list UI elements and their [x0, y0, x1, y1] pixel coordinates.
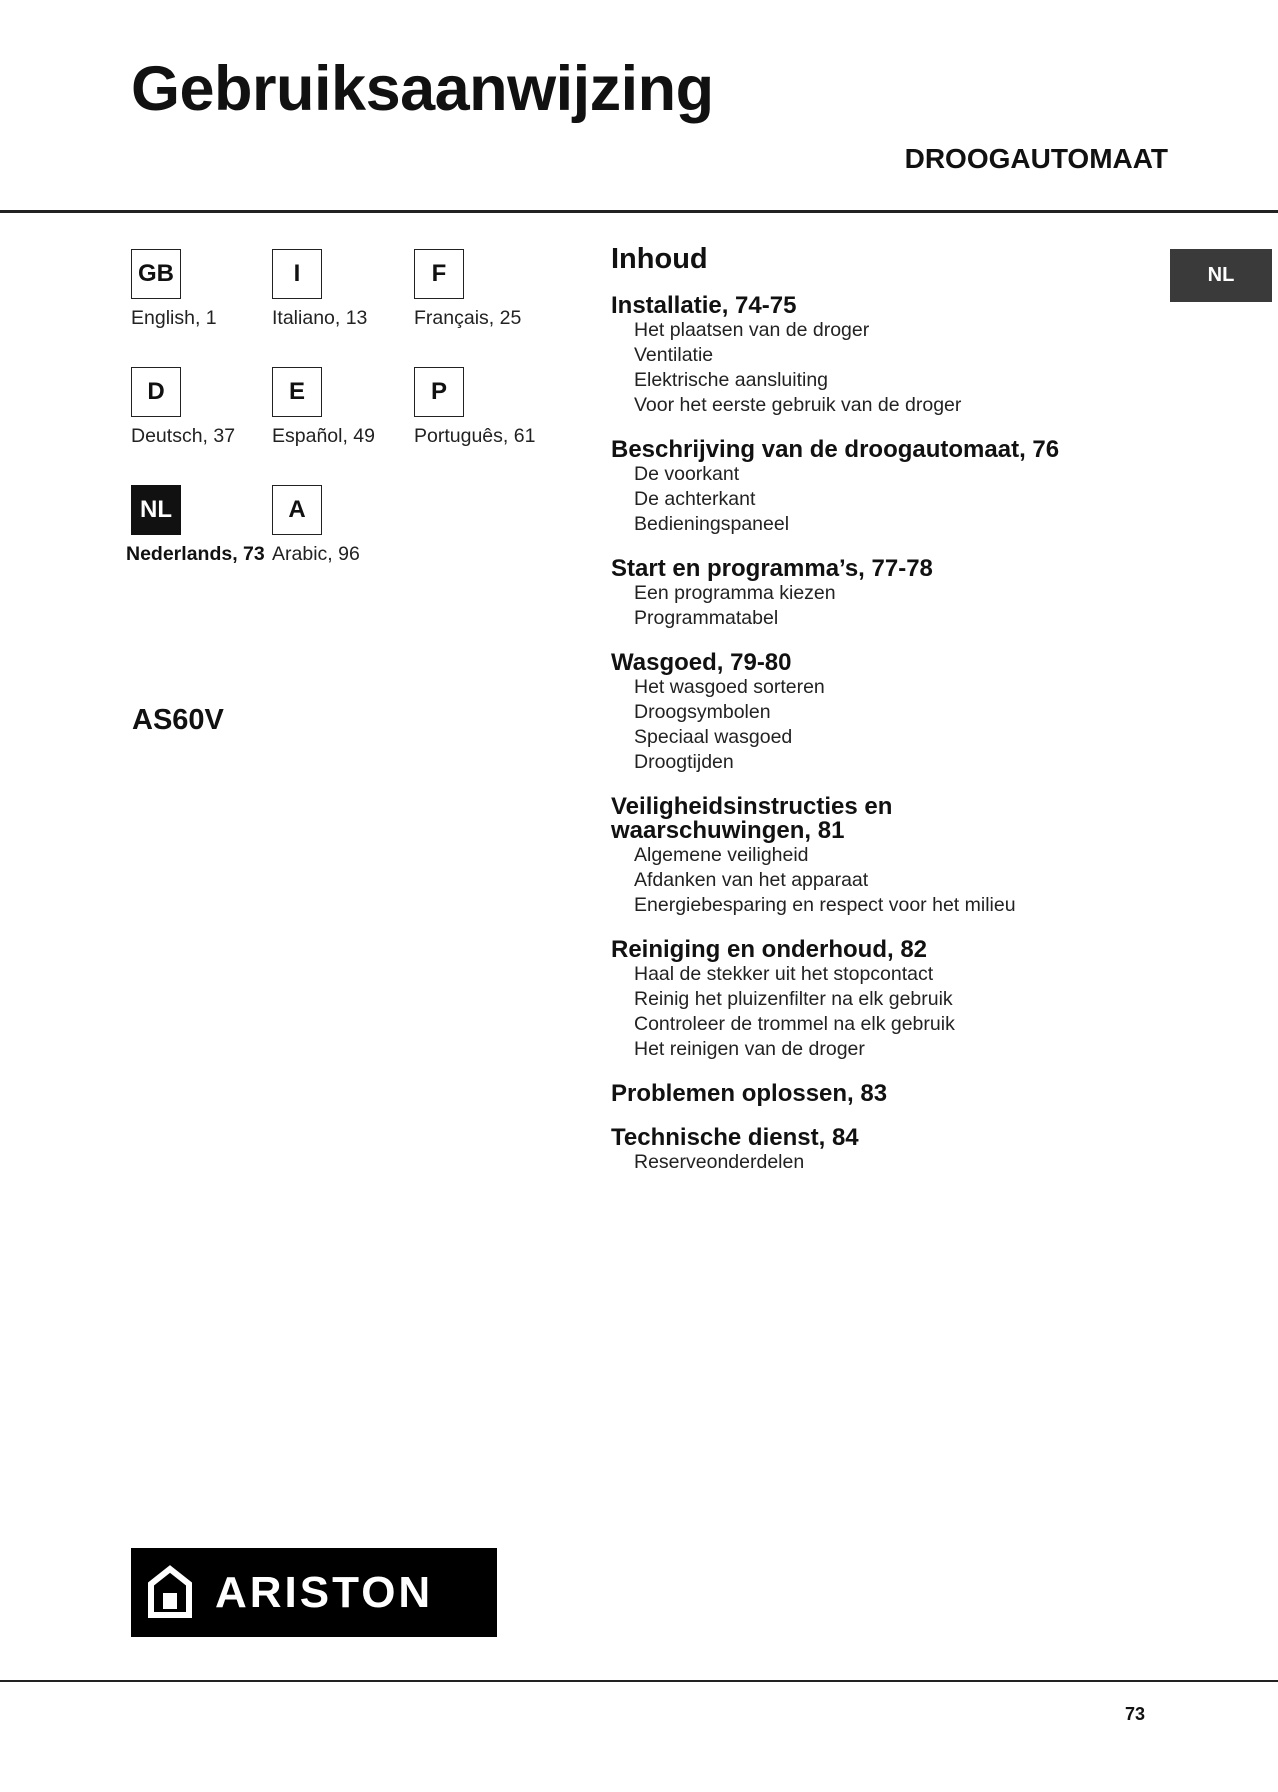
toc-item[interactable]: Energiebesparing en respect voor het milieu: [634, 893, 1016, 916]
language-code-box: A: [272, 485, 322, 535]
toc-item[interactable]: Controleer de trommel na elk gebruik: [634, 1012, 955, 1035]
language-deutsch[interactable]: [131, 367, 271, 448]
language-arabic[interactable]: [272, 485, 412, 566]
toc-section-wasgoed: [611, 648, 1131, 775]
toc-item[interactable]: Een programma kiezen: [634, 581, 836, 604]
product-type: DROOGAUTOMAAT: [904, 143, 1168, 174]
toc-section-title[interactable]: Technische dienst, 84: [611, 1123, 859, 1151]
toc-item[interactable]: Het wasgoed sorteren: [634, 675, 825, 698]
ariston-logo: [131, 1548, 497, 1637]
toc-heading: Inhoud: [611, 243, 708, 275]
toc-section-start: [611, 554, 1131, 631]
language-code-box: D: [131, 367, 181, 417]
toc-item[interactable]: Reserveonderdelen: [634, 1150, 805, 1173]
language-label: Español, 49: [272, 425, 375, 447]
toc-item[interactable]: Voor het eerste gebruik van de droger: [634, 393, 962, 416]
language-english[interactable]: [131, 249, 271, 330]
toc-item[interactable]: Programmatabel: [634, 606, 779, 629]
language-side-tab: NL: [1170, 249, 1272, 302]
language-label: Français, 25: [414, 307, 522, 329]
toc-item[interactable]: Droogtijden: [634, 750, 734, 773]
language-code-box: NL: [131, 485, 181, 535]
toc-section-installatie: [611, 291, 1131, 418]
language-code-box: F: [414, 249, 464, 299]
toc-item[interactable]: Algemene veiligheid: [634, 843, 809, 866]
language-label: Português, 61: [414, 425, 536, 447]
language-label: Nederlands, 73: [126, 543, 265, 565]
toc-item[interactable]: Het plaatsen van de droger: [634, 318, 870, 341]
toc-item[interactable]: Het reinigen van de droger: [634, 1037, 865, 1060]
header-divider: [0, 210, 1278, 213]
language-label: English, 1: [131, 307, 217, 329]
language-portugues[interactable]: [414, 367, 554, 448]
toc-item[interactable]: Afdanken van het apparaat: [634, 868, 869, 891]
toc-item[interactable]: Haal de stekker uit het stopcontact: [634, 962, 934, 985]
toc-item[interactable]: Bedieningspaneel: [634, 512, 790, 535]
language-code-box: P: [414, 367, 464, 417]
toc-section-beschrijving: [611, 435, 1131, 537]
house-logo-icon: [145, 1565, 195, 1621]
toc-section-title[interactable]: Beschrijving van de droogautomaat, 76: [611, 435, 1060, 463]
language-label: Italiano, 13: [272, 307, 368, 329]
language-espanol[interactable]: [272, 367, 412, 448]
language-label: Deutsch, 37: [131, 425, 236, 447]
toc-section-title-line[interactable]: Veiligheidsinstructies en: [611, 792, 893, 820]
toc-item[interactable]: Droogsymbolen: [634, 700, 771, 723]
toc-section-title[interactable]: Problemen oplossen, 83: [611, 1079, 888, 1107]
language-label: Arabic, 96: [272, 543, 360, 565]
language-nederlands[interactable]: [126, 485, 271, 566]
toc-section-veiligheid: [611, 792, 1131, 918]
footer-divider: [0, 1680, 1278, 1682]
toc-section-technische-dienst: [611, 1123, 1131, 1175]
language-italiano[interactable]: [272, 249, 412, 330]
toc-section-title[interactable]: Start en programma’s, 77-78: [611, 554, 933, 582]
language-code-box: I: [272, 249, 322, 299]
toc-section-problemen: [611, 1079, 1131, 1107]
model-number: AS60V: [132, 704, 224, 736]
language-francais[interactable]: [414, 249, 554, 330]
toc-section-title[interactable]: Installatie, 74-75: [611, 291, 797, 319]
toc-item[interactable]: De achterkant: [634, 487, 756, 510]
toc-section-title[interactable]: Wasgoed, 79-80: [611, 648, 792, 676]
toc-section-title[interactable]: Reiniging en onderhoud, 82: [611, 935, 928, 963]
toc-section-reiniging: [611, 935, 1131, 1062]
toc-item[interactable]: Speciaal wasgoed: [634, 725, 793, 748]
toc-item[interactable]: Elektrische aansluiting: [634, 368, 829, 391]
table-of-contents: [611, 244, 1131, 1195]
toc-item[interactable]: Reinig het pluizenfilter na elk gebruik: [634, 987, 953, 1010]
toc-item[interactable]: Ventilatie: [634, 343, 714, 366]
language-code-box: E: [272, 367, 322, 417]
page-number: 73: [1125, 1704, 1146, 1724]
language-code-box: GB: [131, 249, 181, 299]
toc-section-title-line[interactable]: waarschuwingen, 81: [611, 816, 845, 844]
toc-item[interactable]: De voorkant: [634, 462, 740, 485]
page-title: Gebruiksaanwijzing: [131, 54, 714, 124]
brand-name: ARISTON: [215, 1567, 434, 1617]
